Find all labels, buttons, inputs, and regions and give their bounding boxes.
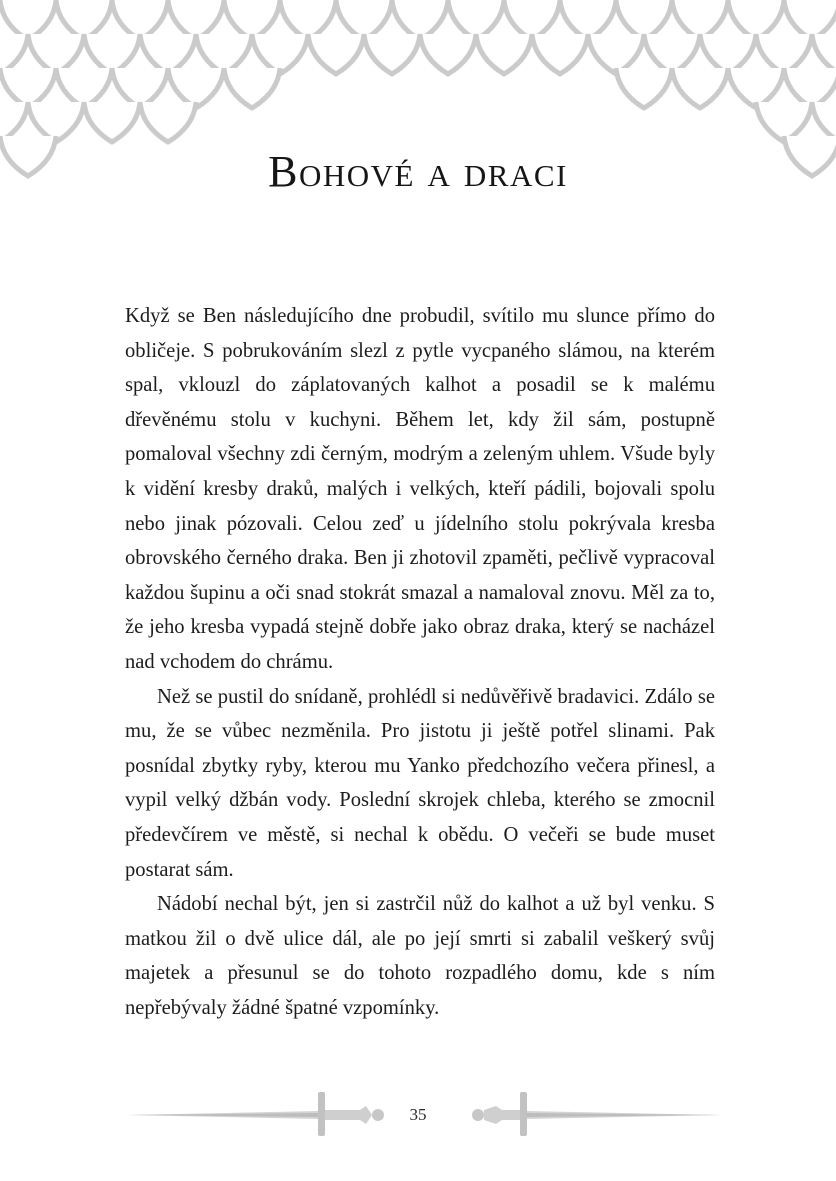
left-sword-icon xyxy=(128,1092,384,1136)
chapter-text xyxy=(125,299,715,1025)
right-sword-icon xyxy=(472,1092,722,1136)
scale-shape xyxy=(308,34,364,74)
scale-shape xyxy=(672,68,728,108)
paragraph: Než se pustil do snídaně, prohlédl si nedůvěřivě bradavici. Zdálo se mu, že se vůbec nezměnila. Pro jistotu ji ještě potřel slinami. Pak posnídal zbytky ryby, kterou mu Yanko předchozího večera přinesl, a vypil velký džbán vody. Poslední skrojek chleba, kterého se zmocnil předevčírem ve městě, si nechal k obědu. O večeři se bude muset postarat sám. xyxy=(125,685,715,881)
scale-shape xyxy=(364,34,420,74)
page-number: 35 xyxy=(409,1105,427,1124)
chapter-title: Bohové a draci xyxy=(268,147,568,196)
scale-shape xyxy=(140,102,196,142)
scale-shape xyxy=(532,34,588,74)
scale-shape xyxy=(476,34,532,74)
paragraph: Když se Ben následujícího dne probudil, svítilo mu slunce přímo do obličeje. S pobrukováním slezl z pytle vycpaného slámou, na kterém spal, vklouzl do záplatovaných kalhot a posadil se k malému dřevěnému stolu v kuchyni. Během let, kdy žil sám, postupně pomaloval všechny zdi černým, modrým a zeleným uhlem. Všude byly k vidění kresby draků, malých i velkých, kteří pádili, bojovali spolu nebo jinak pózovali. Celou zeď u jídelního stolu pokrývala kresba obrovského černého draka. Ben ji zhotovil zpaměti, pečlivě vypracoval každou šupinu a oči snad stokrát smazal a namaloval znovu. Měl za to, že jeho kresba vypadá stejně dobře jako obraz draka, který se nacházel nad vchodem do chrámu. xyxy=(125,305,715,673)
scale-shape xyxy=(616,68,672,108)
paragraph: Nádobí nechal být, jen si zastrčil nůž do kalhot a už byl venku. S matkou žil o dvě ulice dál, ale po její smrti si zabalil veškerý svůj majetek a přesunul se do tohoto rozpadlého domu, kde s ním nepřebývaly žádné špatné vzpomínky. xyxy=(125,893,715,1019)
scale-shape xyxy=(420,34,476,74)
scale-shape xyxy=(84,102,140,142)
scale-shape xyxy=(224,68,280,108)
